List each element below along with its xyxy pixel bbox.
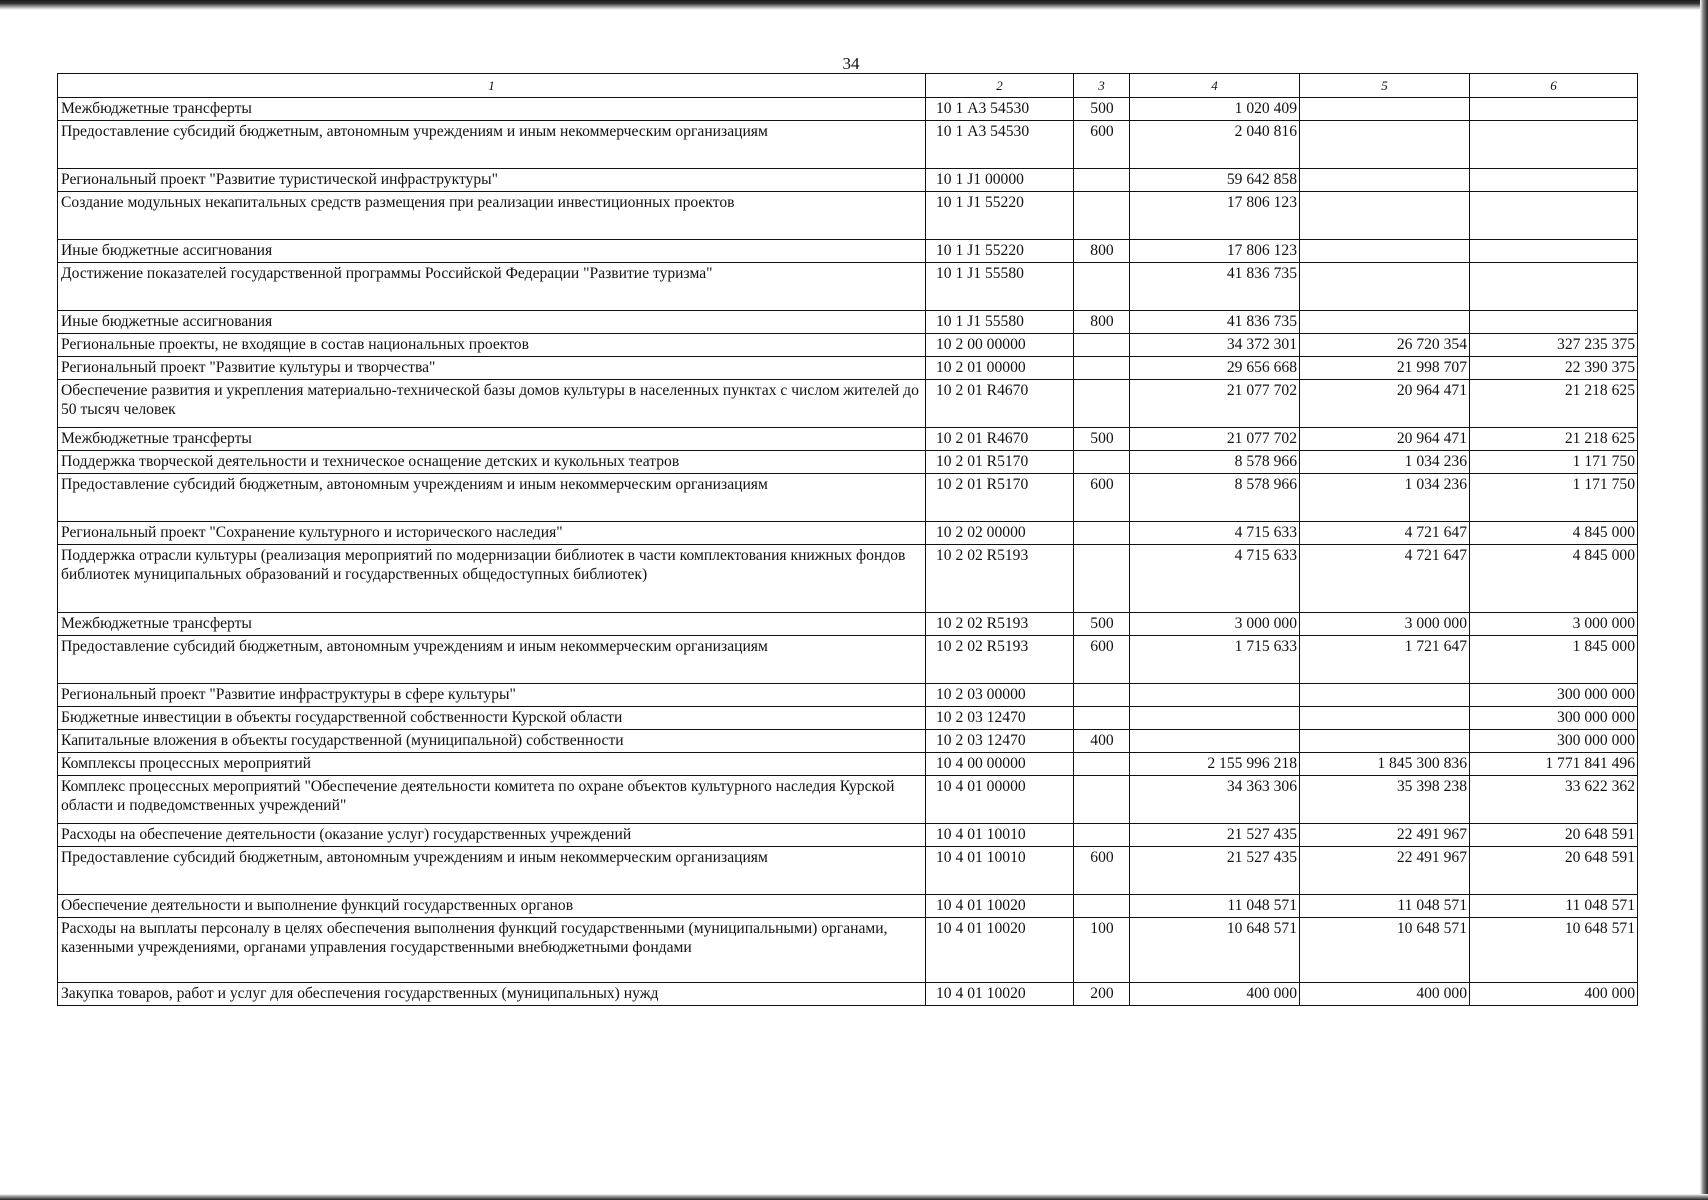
expense-name-cell: Предоставление субсидий бюджетным, автономным учреждениям и иным некоммерческим организациям: [58, 121, 926, 169]
table-row: [58, 636, 1638, 684]
scan-edge-top: [0, 0, 1708, 10]
budget-code-cell: 10 2 03 12470: [926, 707, 1074, 730]
expense-type-cell: 500: [1074, 98, 1130, 121]
expense-type-cell: 500: [1074, 428, 1130, 451]
expense-name-cell: Создание модульных некапитальных средств размещения при реализации инвестиционных проектов: [58, 192, 926, 240]
budget-code-cell: 10 4 01 10010: [926, 847, 1074, 895]
budget-table: [57, 73, 1638, 1006]
amount-col5-cell: [1300, 684, 1470, 707]
expense-name-cell: Предоставление субсидий бюджетным, автономным учреждениям и иным некоммерческим организациям: [58, 474, 926, 522]
budget-code-cell: 10 2 02 R5193: [926, 613, 1074, 636]
amount-col4-cell: 17 806 123: [1130, 240, 1300, 263]
column-header: 1: [58, 74, 926, 98]
table-row: [58, 474, 1638, 522]
amount-col4-cell: 34 363 306: [1130, 776, 1300, 824]
expense-name-cell: Предоставление субсидий бюджетным, автономным учреждениям и иным некоммерческим организациям: [58, 847, 926, 895]
budget-code-cell: 10 2 01 R5170: [926, 451, 1074, 474]
expense-type-cell: 600: [1074, 121, 1130, 169]
amount-col4-cell: 1 020 409: [1130, 98, 1300, 121]
expense-name-cell: Расходы на обеспечение деятельности (оказание услуг) государственных учреждений: [58, 824, 926, 847]
amount-col5-cell: [1300, 730, 1470, 753]
budget-code-cell: 10 2 02 R5193: [926, 545, 1074, 613]
column-header: 2: [926, 74, 1074, 98]
amount-col4-cell: 8 578 966: [1130, 451, 1300, 474]
budget-code-cell: 10 2 02 00000: [926, 522, 1074, 545]
expense-type-cell: [1074, 824, 1130, 847]
column-header: 6: [1470, 74, 1638, 98]
amount-col6-cell: [1470, 98, 1638, 121]
expense-name-cell: Достижение показателей государственной программы Российской Федерации "Развитие туризма": [58, 263, 926, 311]
budget-code-cell: 10 2 01 R4670: [926, 428, 1074, 451]
expense-name-cell: Региональный проект "Развитие туристической инфраструктуры": [58, 169, 926, 192]
budget-code-cell: 10 1 J1 55220: [926, 192, 1074, 240]
amount-col6-cell: 1 171 750: [1470, 451, 1638, 474]
expense-type-cell: [1074, 776, 1130, 824]
budget-code-cell: 10 1 J1 55220: [926, 240, 1074, 263]
expense-type-cell: 500: [1074, 613, 1130, 636]
table-row: [58, 895, 1638, 918]
amount-col4-cell: 3 000 000: [1130, 613, 1300, 636]
scan-edge-bottom: [0, 1194, 1708, 1200]
amount-col5-cell: [1300, 240, 1470, 263]
expense-name-cell: Региональные проекты, не входящие в состав национальных проектов: [58, 334, 926, 357]
budget-code-cell: 10 2 02 R5193: [926, 636, 1074, 684]
expense-type-cell: 600: [1074, 474, 1130, 522]
expense-name-cell: Межбюджетные трансферты: [58, 98, 926, 121]
expense-type-cell: 100: [1074, 918, 1130, 983]
expense-type-cell: [1074, 334, 1130, 357]
amount-col4-cell: 8 578 966: [1130, 474, 1300, 522]
budget-code-cell: 10 2 01 R5170: [926, 474, 1074, 522]
amount-col6-cell: 4 845 000: [1470, 522, 1638, 545]
amount-col6-cell: [1470, 240, 1638, 263]
amount-col6-cell: 1 171 750: [1470, 474, 1638, 522]
table-row: [58, 847, 1638, 895]
amount-col4-cell: 1 715 633: [1130, 636, 1300, 684]
amount-col6-cell: [1470, 192, 1638, 240]
amount-col6-cell: 21 218 625: [1470, 428, 1638, 451]
amount-col5-cell: 35 398 238: [1300, 776, 1470, 824]
amount-col5-cell: 22 491 967: [1300, 824, 1470, 847]
amount-col6-cell: [1470, 169, 1638, 192]
table-row: [58, 451, 1638, 474]
expense-type-cell: [1074, 169, 1130, 192]
expense-name-cell: Региональный проект "Развитие культуры и творчества": [58, 357, 926, 380]
amount-col4-cell: 17 806 123: [1130, 192, 1300, 240]
expense-name-cell: Региональный проект "Развитие инфраструктуры в сфере культуры": [58, 684, 926, 707]
expense-name-cell: Иные бюджетные ассигнования: [58, 311, 926, 334]
amount-col4-cell: 21 527 435: [1130, 847, 1300, 895]
budget-code-cell: 10 4 01 10020: [926, 983, 1074, 1006]
expense-type-cell: 400: [1074, 730, 1130, 753]
expense-type-cell: [1074, 753, 1130, 776]
amount-col4-cell: 21 077 702: [1130, 380, 1300, 428]
expense-type-cell: [1074, 684, 1130, 707]
expense-name-cell: Иные бюджетные ассигнования: [58, 240, 926, 263]
amount-col5-cell: 11 048 571: [1300, 895, 1470, 918]
amount-col4-cell: 2 155 996 218: [1130, 753, 1300, 776]
budget-code-cell: 10 1 J1 55580: [926, 263, 1074, 311]
amount-col5-cell: 4 721 647: [1300, 545, 1470, 613]
expense-type-cell: [1074, 451, 1130, 474]
table-row: [58, 380, 1638, 428]
amount-col5-cell: 400 000: [1300, 983, 1470, 1006]
table-row: [58, 522, 1638, 545]
amount-col6-cell: 22 390 375: [1470, 357, 1638, 380]
table-row: [58, 983, 1638, 1006]
amount-col5-cell: [1300, 707, 1470, 730]
table-body: [58, 98, 1638, 1006]
budget-code-cell: 10 4 01 10020: [926, 918, 1074, 983]
table-row: [58, 169, 1638, 192]
amount-col6-cell: 20 648 591: [1470, 824, 1638, 847]
amount-col5-cell: 1 845 300 836: [1300, 753, 1470, 776]
amount-col6-cell: 300 000 000: [1470, 730, 1638, 753]
amount-col6-cell: 1 771 841 496: [1470, 753, 1638, 776]
amount-col5-cell: [1300, 192, 1470, 240]
scan-edge-right: [1700, 0, 1708, 1200]
budget-code-cell: 10 4 01 00000: [926, 776, 1074, 824]
amount-col6-cell: 400 000: [1470, 983, 1638, 1006]
expense-name-cell: Бюджетные инвестиции в объекты государственной собственности Курской области: [58, 707, 926, 730]
expense-type-cell: [1074, 545, 1130, 613]
amount-col4-cell: 21 077 702: [1130, 428, 1300, 451]
table-row: [58, 776, 1638, 824]
page-number: 34: [842, 54, 860, 73]
amount-col6-cell: 3 000 000: [1470, 613, 1638, 636]
amount-col4-cell: [1130, 730, 1300, 753]
column-header: 5: [1300, 74, 1470, 98]
table-row: [58, 730, 1638, 753]
budget-code-cell: 10 1 J1 00000: [926, 169, 1074, 192]
amount-col6-cell: [1470, 311, 1638, 334]
budget-code-cell: 10 2 03 00000: [926, 684, 1074, 707]
expense-name-cell: Поддержка творческой деятельности и техническое оснащение детских и кукольных театров: [58, 451, 926, 474]
amount-col4-cell: 400 000: [1130, 983, 1300, 1006]
amount-col4-cell: 4 715 633: [1130, 522, 1300, 545]
expense-type-cell: [1074, 707, 1130, 730]
budget-code-cell: 10 4 01 10020: [926, 895, 1074, 918]
table-row: [58, 707, 1638, 730]
amount-col4-cell: 21 527 435: [1130, 824, 1300, 847]
budget-code-cell: 10 1 А3 54530: [926, 121, 1074, 169]
amount-col5-cell: [1300, 311, 1470, 334]
amount-col6-cell: [1470, 121, 1638, 169]
column-number-row: [58, 74, 1638, 98]
amount-col6-cell: 300 000 000: [1470, 684, 1638, 707]
amount-col5-cell: [1300, 121, 1470, 169]
table-row: [58, 334, 1638, 357]
amount-col4-cell: 34 372 301: [1130, 334, 1300, 357]
amount-col4-cell: 41 836 735: [1130, 263, 1300, 311]
amount-col6-cell: 33 622 362: [1470, 776, 1638, 824]
amount-col5-cell: 26 720 354: [1300, 334, 1470, 357]
column-header: 4: [1130, 74, 1300, 98]
amount-col4-cell: 11 048 571: [1130, 895, 1300, 918]
amount-col5-cell: 1 034 236: [1300, 451, 1470, 474]
table-row: [58, 918, 1638, 983]
amount-col5-cell: 21 998 707: [1300, 357, 1470, 380]
amount-col6-cell: 20 648 591: [1470, 847, 1638, 895]
expense-type-cell: 800: [1074, 311, 1130, 334]
table-row: [58, 311, 1638, 334]
budget-code-cell: 10 2 01 00000: [926, 357, 1074, 380]
expense-type-cell: [1074, 263, 1130, 311]
expense-name-cell: Региональный проект "Сохранение культурного и исторического наследия": [58, 522, 926, 545]
expense-name-cell: Межбюджетные трансферты: [58, 428, 926, 451]
amount-col5-cell: 1 034 236: [1300, 474, 1470, 522]
expense-name-cell: Поддержка отрасли культуры (реализация мероприятий по модернизации библиотек в части комплектования книжных фондов библиотек муниципальных образований и государственных общедоступных библиотек): [58, 545, 926, 613]
amount-col6-cell: 1 845 000: [1470, 636, 1638, 684]
budget-code-cell: 10 1 А3 54530: [926, 98, 1074, 121]
budget-code-cell: 10 1 J1 55580: [926, 311, 1074, 334]
table-row: [58, 753, 1638, 776]
expense-name-cell: Капитальные вложения в объекты государственной (муниципальной) собственности: [58, 730, 926, 753]
expense-type-cell: 600: [1074, 847, 1130, 895]
amount-col5-cell: [1300, 263, 1470, 311]
expense-name-cell: Расходы на выплаты персоналу в целях обеспечения выполнения функций государственными (муниципальными) органами, казенными учреждениями, органами управления государственными внебюджетными фондами: [58, 918, 926, 983]
table-row: [58, 240, 1638, 263]
budget-code-cell: 10 2 00 00000: [926, 334, 1074, 357]
table-row: [58, 545, 1638, 613]
budget-code-cell: 10 2 03 12470: [926, 730, 1074, 753]
amount-col4-cell: [1130, 684, 1300, 707]
expense-type-cell: 200: [1074, 983, 1130, 1006]
amount-col6-cell: 11 048 571: [1470, 895, 1638, 918]
budget-code-cell: 10 4 01 10010: [926, 824, 1074, 847]
expense-type-cell: [1074, 357, 1130, 380]
table-row: [58, 613, 1638, 636]
amount-col6-cell: 21 218 625: [1470, 380, 1638, 428]
expense-type-cell: 800: [1074, 240, 1130, 263]
amount-col6-cell: 4 845 000: [1470, 545, 1638, 613]
expense-type-cell: [1074, 522, 1130, 545]
expense-name-cell: Закупка товаров, работ и услуг для обеспечения государственных (муниципальных) нужд: [58, 983, 926, 1006]
amount-col5-cell: 10 648 571: [1300, 918, 1470, 983]
amount-col6-cell: 10 648 571: [1470, 918, 1638, 983]
expense-type-cell: 600: [1074, 636, 1130, 684]
amount-col5-cell: 20 964 471: [1300, 428, 1470, 451]
amount-col4-cell: 29 656 668: [1130, 357, 1300, 380]
amount-col4-cell: 2 040 816: [1130, 121, 1300, 169]
table-row: [58, 684, 1638, 707]
table-row: [58, 192, 1638, 240]
expense-type-cell: [1074, 192, 1130, 240]
expense-type-cell: [1074, 380, 1130, 428]
expense-name-cell: Комплексы процессных мероприятий: [58, 753, 926, 776]
table-row: [58, 357, 1638, 380]
expense-name-cell: Предоставление субсидий бюджетным, автономным учреждениям и иным некоммерческим организациям: [58, 636, 926, 684]
budget-code-cell: 10 2 01 R4670: [926, 380, 1074, 428]
amount-col5-cell: 3 000 000: [1300, 613, 1470, 636]
amount-col5-cell: 20 964 471: [1300, 380, 1470, 428]
budget-code-cell: 10 4 00 00000: [926, 753, 1074, 776]
amount-col5-cell: 22 491 967: [1300, 847, 1470, 895]
amount-col6-cell: 300 000 000: [1470, 707, 1638, 730]
expense-type-cell: [1074, 895, 1130, 918]
amount-col5-cell: [1300, 169, 1470, 192]
amount-col4-cell: 4 715 633: [1130, 545, 1300, 613]
amount-col4-cell: 10 648 571: [1130, 918, 1300, 983]
amount-col5-cell: [1300, 98, 1470, 121]
expense-name-cell: Обеспечение развития и укрепления материально-технической базы домов культуры в населенных пунктах с числом жителей до 50 тысяч человек: [58, 380, 926, 428]
amount-col4-cell: 59 642 858: [1130, 169, 1300, 192]
amount-col6-cell: [1470, 263, 1638, 311]
expense-name-cell: Обеспечение деятельности и выполнение функций государственных органов: [58, 895, 926, 918]
amount-col4-cell: 41 836 735: [1130, 311, 1300, 334]
amount-col6-cell: 327 235 375: [1470, 334, 1638, 357]
column-header: 3: [1074, 74, 1130, 98]
table-row: [58, 121, 1638, 169]
table-row: [58, 428, 1638, 451]
table-row: [58, 263, 1638, 311]
expense-name-cell: Межбюджетные трансферты: [58, 613, 926, 636]
table-row: [58, 98, 1638, 121]
amount-col5-cell: 4 721 647: [1300, 522, 1470, 545]
table-row: [58, 824, 1638, 847]
amount-col5-cell: 1 721 647: [1300, 636, 1470, 684]
expense-name-cell: Комплекс процессных мероприятий "Обеспечение деятельности комитета по охране объектов культурного наследия Курской области и подведомственных учреждений": [58, 776, 926, 824]
amount-col4-cell: [1130, 707, 1300, 730]
